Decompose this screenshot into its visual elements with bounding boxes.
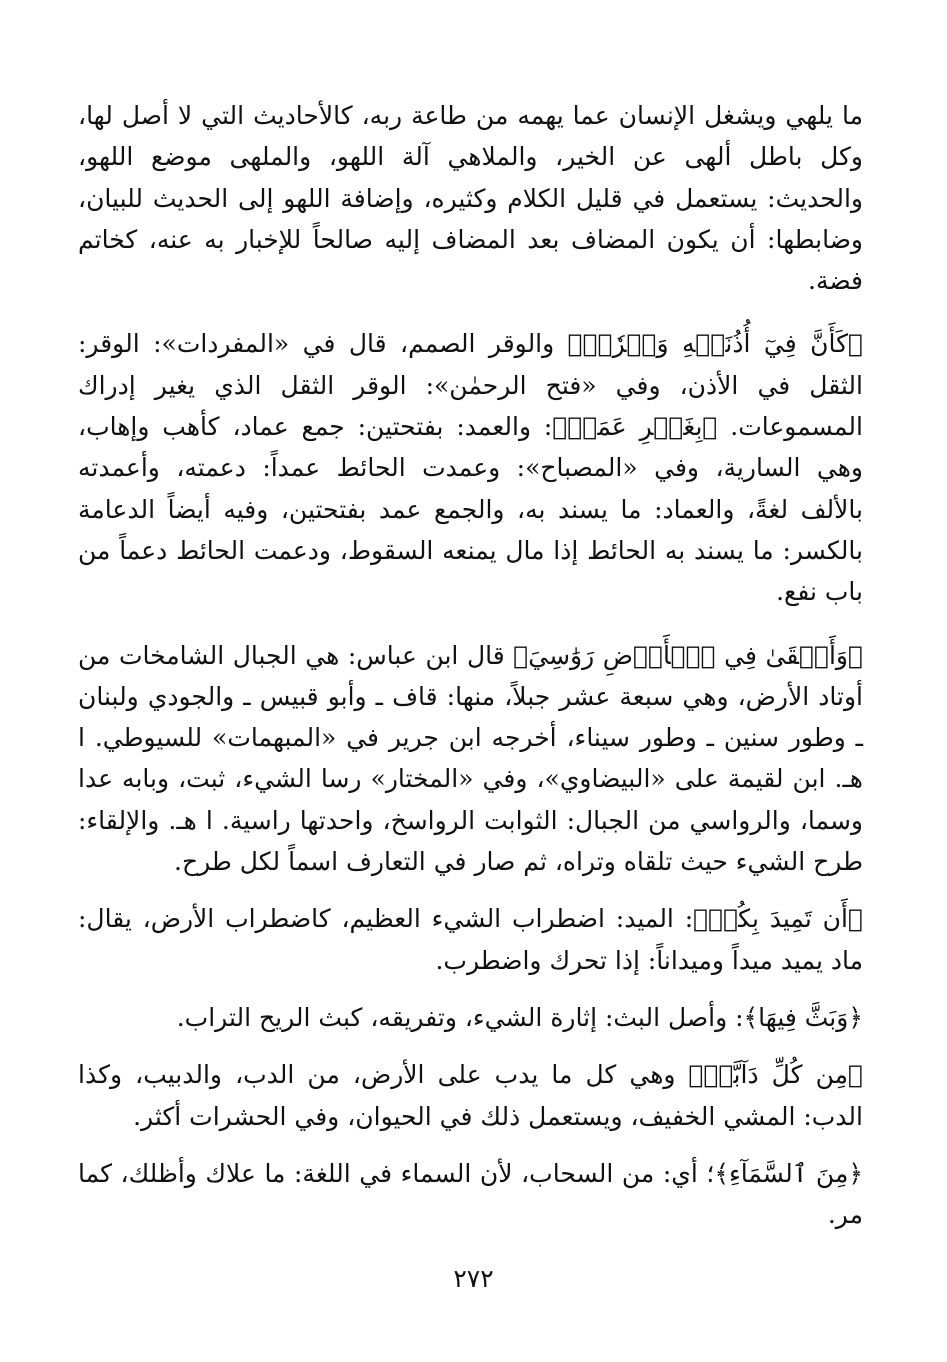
paragraph-rawasi: ﴿وَأَلۡقَىٰ فِي ٱلۡأَرۡضِ رَوَٰسِيَ﴾ قال ابن عباس: هي الجبال الشامخات من أوتاد الأرض، وهي سبعة عشر جبلاً، منها: قاف ـ وأبو قبيس ـ والجودي ولبنان ـ وطور سنين ـ وطور سيناء، أخرجه ابن جرير في «المبهمات» للسيوطي. ا هـ. ابن لقيمة على «البيضاوي»، وفي «المختار» رسا الشيء، ثبت، وبابه عدا وسما، والرواسي من الجبال: الثوابت الرواسخ، واحدتها راسية. ا هـ. والإلقاء: طرح الشيء حيث تلقاه وتراه، ثم صار في التعارف اسماً لكل طرح. — [78, 640, 863, 877]
paragraph-intro: ما يلهي ويشغل الإنسان عما يهمه من طاعة ربه، كالأحاديث التي لا أصل لها، وكل باطل ألهى عن الخير، والملاهي آلة اللهو، والملهى موضع اللهو، والحديث: يستعمل في قليل الكلام وكثيره، وإضافة اللهو إلى الحديث للبيان، وضابطها: أن يكون المضاف بعد المضاف إليه صالحاً للإخبار به عنه، كخاتم فضة. — [78, 101, 863, 296]
body-text — [78, 95, 863, 1235]
paragraph-tamida: ﴿أَن تَمِيدَ بِكُمۡ﴾: الميد: اضطراب الشيء العظيم، كاضطراب الأرض، يقال: ماد يميد ميداً وميداناً: إذا تحرك واضطرب. — [78, 904, 863, 975]
paragraph-sama: ﴿مِنَ ٱلسَّمَآءِ﴾؛ أي: من السحاب، لأن السماء في اللغة: ما علاك وأظلك، كما مر. — [78, 1158, 863, 1230]
paragraph-waqr: ﴿كَأَنَّ فِيٓ أُذُنَيۡهِ وَقۡرٗاۖ﴾ والوقر الصمم، قال في «المفردات»: الوقر: الثقل في الأذن، وفي «فتح الرحمٰن»: الوقر الثقل الذي يغير إدراك المسموعات. ﴿بِغَيۡرِ عَمَدٖ﴾: والعمد: بفتحتين: جمع عماد، كأهب وإهاب، وهي السارية، وفي «المصباح»: وعمدت الحائط عمداً: دعمته، وأعمدته بالألف لغةً، والعماد: ما يسند به، والجمع عمد بفتحتين، وفيه أيضاً الدعامة بالكسر: ما يسند به الحائط إذا مال يمنعه السقوط، ودعمت الحائط دعماً من باب نفع. — [78, 329, 863, 607]
page-number: ٢٧٢ — [453, 1264, 494, 1293]
paragraph-dabba: ﴿مِن كُلِّ دَآبَّةٖ﴾ وهي كل ما يدب على الأرض، من الدب، والدبيب، وكذا الدب: المشي الخفيف، ويستعمل ذلك في الحيوان، وفي الحشرات أكثر. — [78, 1060, 863, 1131]
paragraph-bath: ﴿وَبَثَّ فِيهَا﴾: وأصل البث: إثارة الشيء، وتفريقه، كبث الريح التراب. — [176, 1002, 863, 1032]
